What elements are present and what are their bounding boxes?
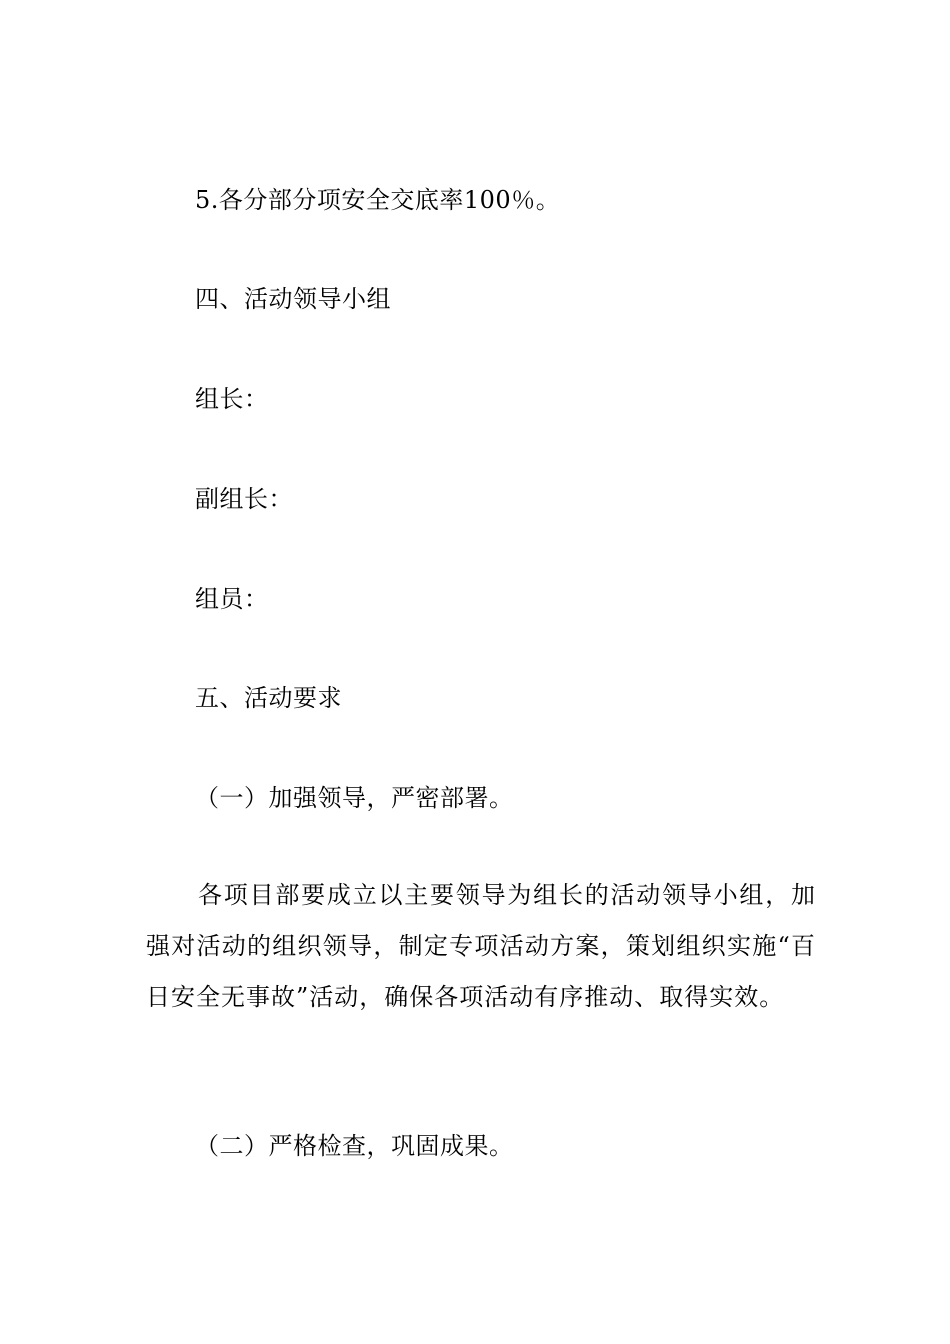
section-heading-requirements: 五、活动要求 — [195, 684, 342, 712]
section-heading-leadership-group: 四、活动领导小组 — [195, 285, 391, 313]
subheading-leadership: （一）加强领导，严密部署。 — [195, 784, 514, 812]
group-members-label: 组员： — [195, 585, 269, 613]
item-5-disclosure-rate: 5.各分部分项安全交底率100％。 — [195, 186, 561, 214]
deputy-leader-label: 副组长： — [195, 485, 293, 513]
group-leader-label: 组长： — [195, 385, 269, 413]
subheading-inspection: （二）严格检查，巩固成果。 — [195, 1132, 514, 1160]
body-paragraph: 各项目部要成立以主要领导为组长的活动领导小组，加强对活动的组织领导，制定专项活动方案，策划组织实施“百日安全无事故”活动，确保各项活动有序推动、取得实效。 — [146, 881, 816, 1011]
